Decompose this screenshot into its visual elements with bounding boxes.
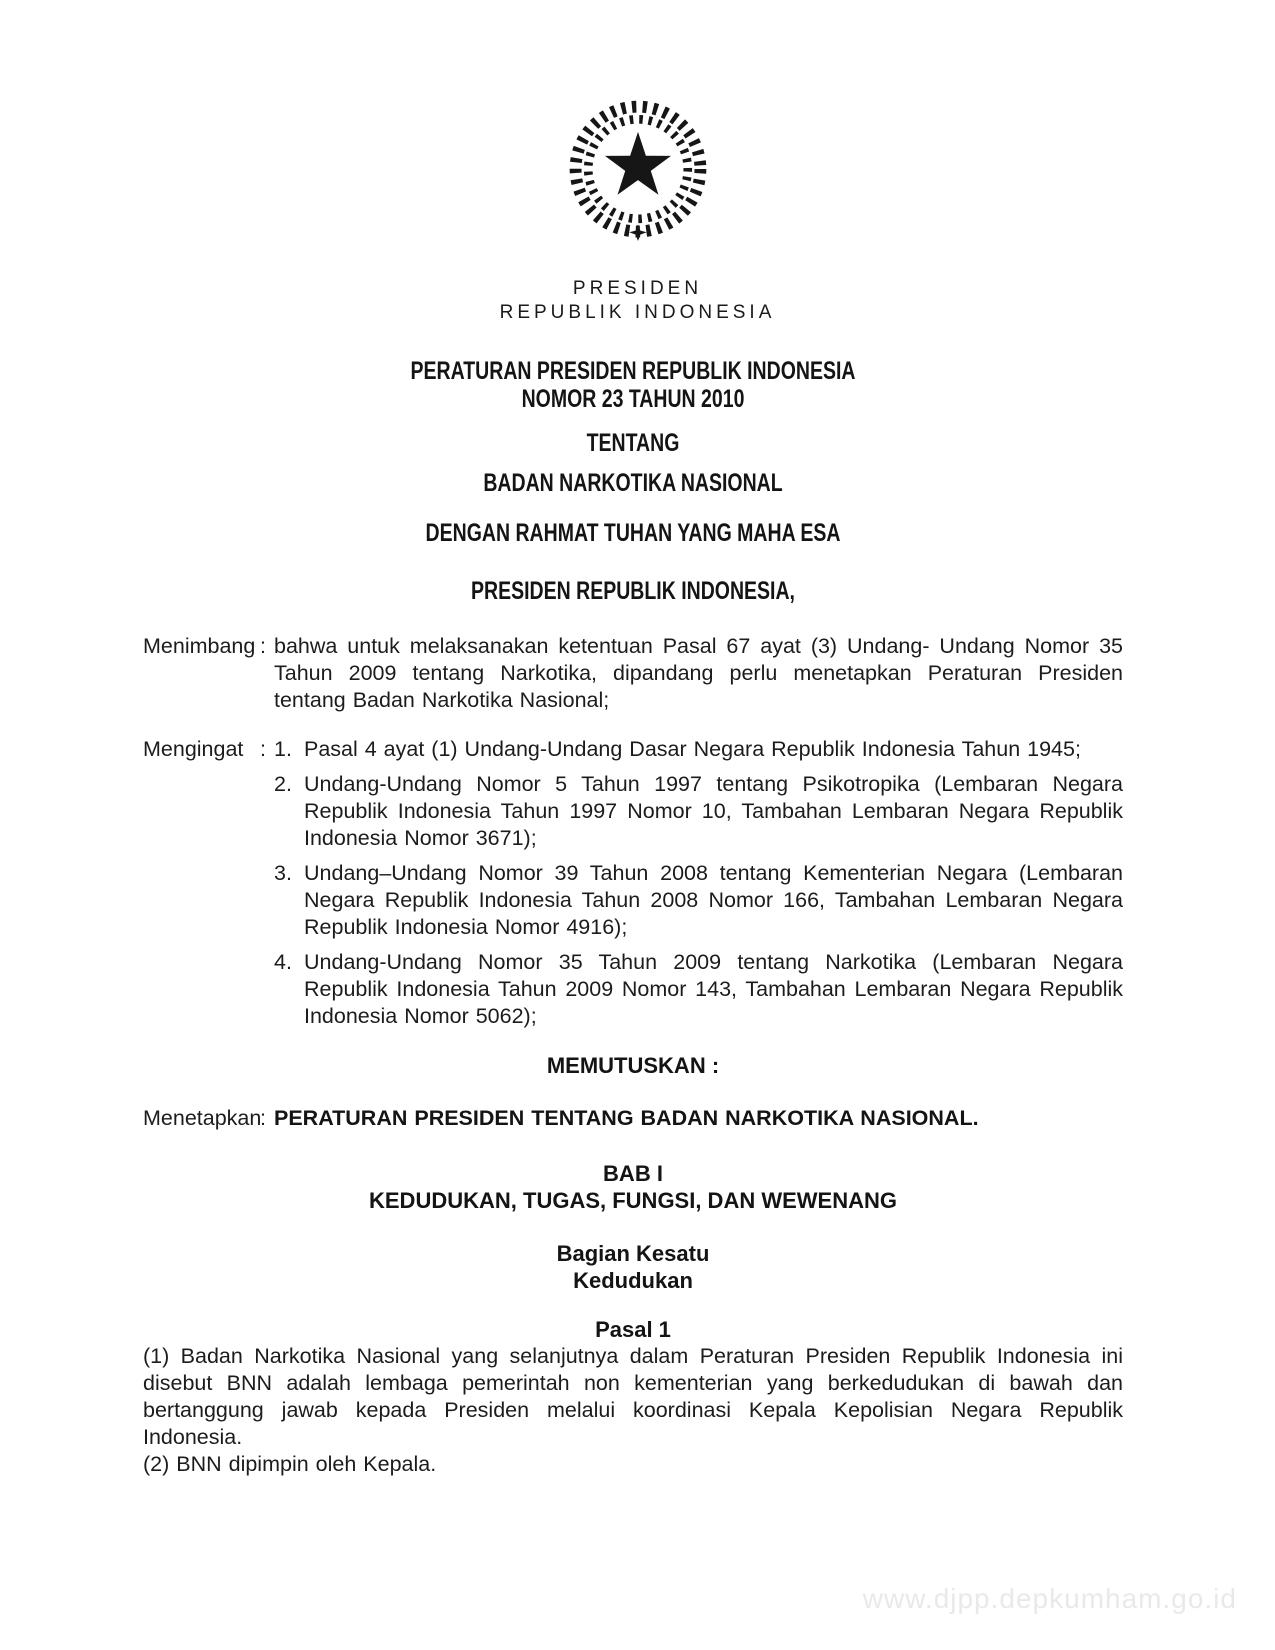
bab-heading xyxy=(143,1160,1123,1214)
menimbang-colon: : xyxy=(260,634,266,658)
bagian-line-1: Bagian Kesatu xyxy=(556,1241,710,1266)
pasal-body xyxy=(143,1343,1123,1478)
menimbang-section xyxy=(143,633,1123,714)
letterhead-presiden: PRESIDEN xyxy=(572,278,703,299)
issuer-heading: PRESIDEN REPUBLIK INDONESIA, xyxy=(471,577,795,605)
presidential-star-wreath-icon xyxy=(559,90,717,256)
item-text: Undang-Undang Nomor 35 Tahun 2009 tentang Narkotika (Lembaran Negara Republik Indonesia Tahun 2009 Nomor 143, Tambahan Lembaran Negara Republik Indonesia Nomor 5062); xyxy=(304,950,1123,1028)
pasal-heading: Pasal 1 xyxy=(595,1317,671,1342)
emblem-container xyxy=(0,0,1275,261)
item-number: 2. xyxy=(274,772,292,796)
menetapkan-text: PERATURAN PRESIDEN TENTANG BADAN NARKOTIKA NASIONAL. xyxy=(274,1106,979,1130)
list-item xyxy=(274,736,1123,763)
mengingat-label: Mengingat xyxy=(143,737,244,761)
item-number: 1. xyxy=(274,737,292,761)
regulation-title xyxy=(143,357,1123,413)
menetapkan-section xyxy=(143,1105,1123,1132)
item-text: Undang–Undang Nomor 39 Tahun 2008 tentang Kementerian Negara (Lembaran Negara Republik Indonesia Tahun 2008 Nomor 166, Tambahan Lembaran Negara Republik Indonesia Nomor 4916); xyxy=(304,861,1123,939)
subject-heading: BADAN NARKOTIKA NASIONAL xyxy=(483,469,783,497)
bagian-line-2: Kedudukan xyxy=(573,1268,693,1293)
watermark-url: www.djpp.depkumham.go.id xyxy=(862,1583,1237,1614)
mengingat-colon: : xyxy=(260,737,266,761)
letterhead-republik-indonesia: REPUBLIK INDONESIA xyxy=(499,302,776,323)
bab-number: BAB I xyxy=(603,1161,663,1186)
item-text: Undang-Undang Nomor 5 Tahun 1997 tentang Psikotropika (Lembaran Negara Republik Indonesia Tahun 1997 Nomor 10, Tambahan Lembaran Negara Republik Indonesia Nomor 3671); xyxy=(304,772,1123,850)
bab-title: KEDUDUKAN, TUGAS, FUNGSI, DAN WEWENANG xyxy=(369,1188,897,1213)
pasal-ayat-2: (2) BNN dipimpin oleh Kepala. xyxy=(143,1452,437,1476)
mengingat-section xyxy=(143,736,1123,1030)
tentang-heading: TENTANG xyxy=(586,429,680,457)
document-content xyxy=(0,357,1275,1478)
item-number: 3. xyxy=(274,861,292,885)
list-item xyxy=(274,949,1123,1030)
title-line-1: PERATURAN PRESIDEN REPUBLIK INDONESIA xyxy=(410,357,856,385)
memutuskan-heading: MEMUTUSKAN : xyxy=(546,1053,720,1078)
list-item xyxy=(274,860,1123,941)
item-text: Pasal 4 ayat (1) Undang-Undang Dasar Negara Republik Indonesia Tahun 1945; xyxy=(304,737,1081,761)
menetapkan-label: Menetapkan xyxy=(143,1106,262,1130)
title-line-2: NOMOR 23 TAHUN 2010 xyxy=(521,385,745,413)
menimbang-label: Menimbang xyxy=(143,634,256,658)
invocation-heading: DENGAN RAHMAT TUHAN YANG MAHA ESA xyxy=(425,519,841,547)
item-number: 4. xyxy=(274,950,292,974)
bagian-heading xyxy=(143,1240,1123,1294)
mengingat-list xyxy=(274,736,1123,1030)
letterhead xyxy=(0,277,1275,325)
menimbang-text: bahwa untuk melaksanakan ketentuan Pasal 67 ayat (3) Undang- Undang Nomor 35 Tahun 2009 tentang Narkotika, dipandang perlu menetapkan Peraturan Presiden tentang Badan Narkotika Nasional; xyxy=(274,634,1123,712)
menetapkan-colon: : xyxy=(260,1106,266,1130)
pasal-ayat-1: (1) Badan Narkotika Nasional yang selanjutnya dalam Peraturan Presiden Republik Indonesia ini disebut BNN adalah lembaga pemerintah non kementerian yang berkedudukan di bawah dan bertanggung jawab kepada Presiden melalui koordinasi Kepala Kepolisian Negara Republik Indonesia. xyxy=(143,1344,1123,1449)
list-item xyxy=(274,771,1123,852)
